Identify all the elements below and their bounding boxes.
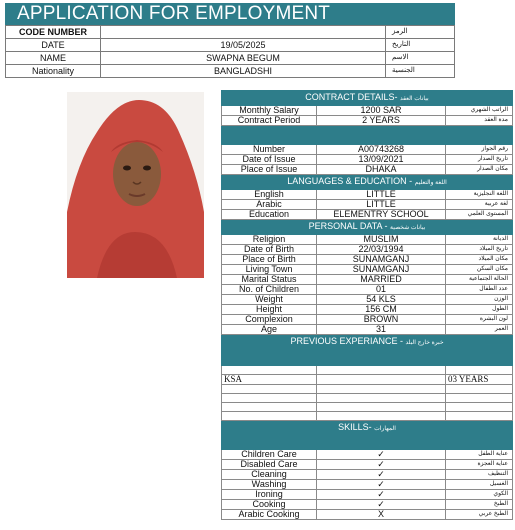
washing-value: ✓ [317,480,446,490]
dob-label-ar: تاريخ الميلاد [446,245,513,255]
table-row [222,116,513,126]
passport-number-label-ar: رقم الجواز [446,145,513,155]
weight-label: Weight [222,295,317,305]
arabic-cooking-label: Arabic Cooking [222,510,317,520]
code-number-value [101,26,386,39]
table-row [222,255,513,265]
disabled-care-value: ✓ [317,460,446,470]
children-label-ar: عدد الطفال [446,285,513,295]
table-row [222,245,513,255]
salary-label-ar: الراتب الشهري [446,106,513,116]
passport-number-value: A00743268 [317,145,446,155]
table-row [222,510,513,520]
education-label: Education [222,210,317,220]
table-row [6,52,455,65]
height-label-ar: الطول [446,305,513,315]
table-row [222,265,513,275]
details-table [221,90,513,520]
applicant-photo [67,92,204,278]
children-care-value: ✓ [317,450,446,460]
issue-place-value: DHAKA [317,165,446,175]
cooking-value: ✓ [317,500,446,510]
issue-date-value: 13/09/2021 [317,155,446,165]
section-header-passport [222,126,513,145]
marital-status-value: MARRIED [317,275,446,285]
nationality-value: BANGLADSHI [101,65,386,78]
table-row [222,315,513,325]
section-header-skills [222,421,513,450]
age-label-ar: العمر [446,325,513,335]
children-care-label-ar: عناية الطفل [446,450,513,460]
religion-label-ar: الديانة [446,235,513,245]
disabled-care-label: Disabled Care [222,460,317,470]
religion-label: Religion [222,235,317,245]
table-row [6,26,455,39]
cleaning-label: Cleaning [222,470,317,480]
name-label-ar: الاسم [386,52,455,65]
complexion-value: BROWN [317,315,446,325]
table-row [222,145,513,155]
complexion-label-ar: لون البشرة [446,315,513,325]
table-row [6,65,455,78]
ironing-label-ar: الكوي [446,490,513,500]
date-label-ar: التاريخ [386,39,455,52]
top-info-table [5,25,455,78]
english-value: LITTLE [317,190,446,200]
height-label: Height [222,305,317,315]
washing-label-ar: الغسيل [446,480,513,490]
salary-label: Monthly Salary [222,106,317,116]
table-row [222,235,513,245]
code-number-label: CODE NUMBER [6,26,101,39]
form-title: APPLICATION FOR EMPLOYMENT [5,3,455,25]
table-row [222,385,513,394]
children-value: 01 [317,285,446,295]
table-row [222,480,513,490]
religion-value: MUSLIM [317,235,446,245]
birthplace-value: SUNAMGANJ [317,255,446,265]
english-label-ar: اللغة النجليزية [446,190,513,200]
table-row [222,325,513,335]
education-value: ELEMENTRY SCHOOL [317,210,446,220]
complexion-label: Complexion [222,315,317,325]
issue-place-label: Place of Issue [222,165,317,175]
table-row [222,155,513,165]
education-label-ar: المستوى العلمي [446,210,513,220]
ironing-value: ✓ [317,490,446,500]
table-row [222,210,513,220]
passport-number-label: Number [222,145,317,155]
arabic-cooking-value: X [317,510,446,520]
contract-period-label: Contract Period [222,116,317,126]
dob-value: 22/03/1994 [317,245,446,255]
nationality-label-ar: الجنسية [386,65,455,78]
table-row [6,39,455,52]
name-label: NAME [6,52,101,65]
name-value: SWAPNA BEGUM [101,52,386,65]
table-row [222,190,513,200]
marital-status-label: Marital Status [222,275,317,285]
cleaning-label-ar: التنظيف [446,470,513,480]
table-row [222,412,513,421]
section-header-experience [222,335,513,366]
cooking-label-ar: الطبخ [446,500,513,510]
living-town-label: Living Town [222,265,317,275]
children-label: No. of Children [222,285,317,295]
living-town-label-ar: مكان السكن [446,265,513,275]
english-label: English [222,190,317,200]
salary-value: 1200 SAR [317,106,446,116]
skills-header: SKILLS- [338,422,372,432]
personal-header: PERSONAL DATA - [308,221,388,231]
experience-country: KSA [222,375,317,385]
experience-header-ar: خبرة خارج البلد [405,340,444,346]
living-town-value: SUNAMGANJ [317,265,446,275]
arabic-label: Arabic [222,200,317,210]
issue-place-label-ar: مكان الصدار [446,165,513,175]
code-number-label-ar: الرمز [386,26,455,39]
languages-header: LANGUAGES & EDUCATION - [287,176,413,186]
table-row [222,305,513,315]
birthplace-label-ar: مكان الميلاد [446,255,513,265]
arabic-label-ar: لغة عربية [446,200,513,210]
date-value: 19/05/2025 [101,39,386,52]
age-label: Age [222,325,317,335]
table-row [222,106,513,116]
washing-label: Washing [222,480,317,490]
personal-header-ar: بيانات شخصية [390,225,426,231]
ironing-label: Ironing [222,490,317,500]
table-row [222,450,513,460]
experience-years: 03 YEARS [446,375,513,385]
skills-header-ar: المهارات [374,426,396,432]
contract-period-value: 2 YEARS [317,116,446,126]
table-row [222,470,513,480]
table-row [222,490,513,500]
children-care-label: Children Care [222,450,317,460]
marital-status-label-ar: الحالة الجتماعية [446,275,513,285]
contract-header: CONTRACT DETAILS- [305,92,398,102]
age-value: 31 [317,325,446,335]
arabic-cooking-label-ar: الطبخ عربي [446,510,513,520]
section-header-contract [222,91,513,106]
table-row [222,394,513,403]
arabic-value: LITTLE [317,200,446,210]
issue-date-label-ar: تاريخ الصدار [446,155,513,165]
section-header-personal [222,220,513,235]
table-row [222,275,513,285]
contract-header-ar: بيانات العقد [400,96,429,102]
dob-label: Date of Birth [222,245,317,255]
table-row [222,403,513,412]
experience-header: PREVIOUS EXPERIANCE - [290,336,403,346]
section-header-languages [222,175,513,190]
cooking-label: Cooking [222,500,317,510]
weight-label-ar: الوزن [446,295,513,305]
nationality-label: Nationality [6,65,101,78]
date-label: DATE [6,39,101,52]
contract-period-label-ar: مدة العقد [446,116,513,126]
weight-value: 54 KLS [317,295,446,305]
table-row [222,165,513,175]
table-row [222,375,513,385]
languages-header-ar: اللغة والتعليم [414,180,447,186]
disabled-care-label-ar: عناية العجزة [446,460,513,470]
cleaning-value: ✓ [317,470,446,480]
birthplace-label: Place of Birth [222,255,317,265]
height-value: 156 CM [317,305,446,315]
table-row [222,460,513,470]
issue-date-label: Date of Issue [222,155,317,165]
table-row [222,285,513,295]
table-row [222,500,513,510]
table-row [222,295,513,305]
table-row [222,200,513,210]
